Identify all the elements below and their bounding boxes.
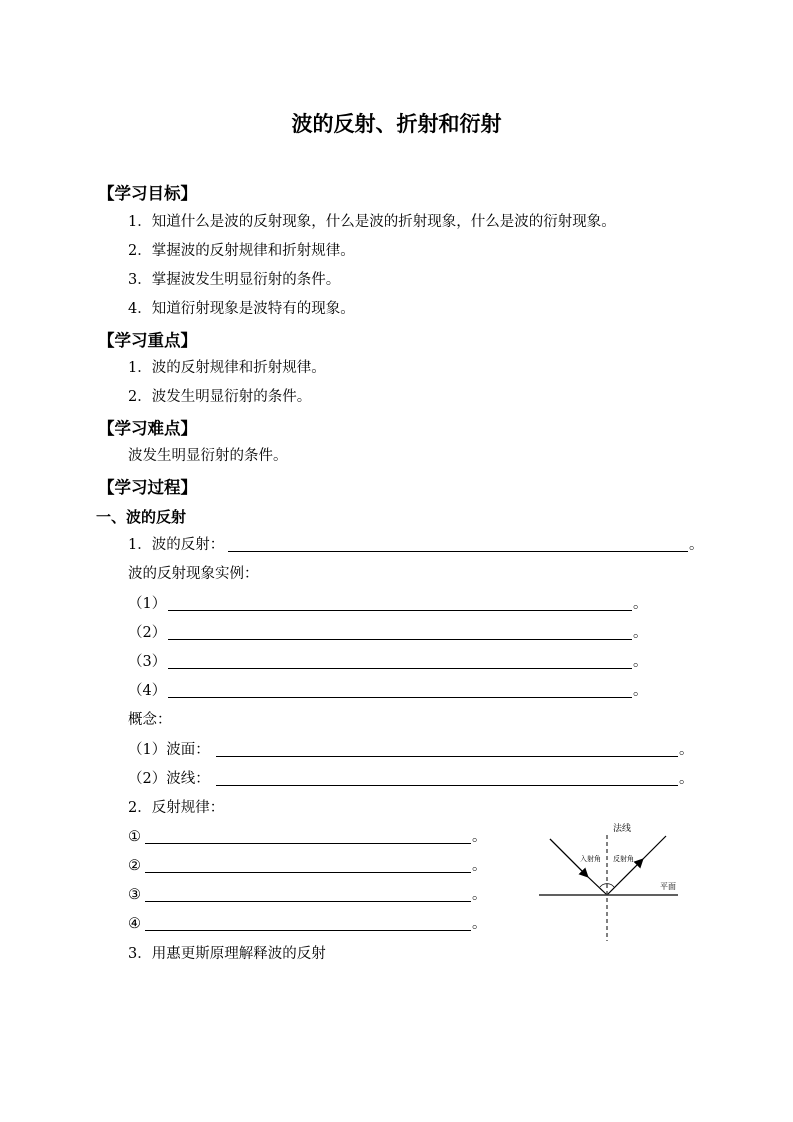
- key-points-heading: 【学习重点】: [98, 331, 197, 350]
- law-label-4: ④: [128, 916, 141, 932]
- law-label-3: ③: [128, 887, 141, 903]
- incident-ray: [587, 876, 606, 894]
- reflected-ray: [642, 836, 666, 860]
- plane-label: 平面: [660, 882, 676, 891]
- example-label-3: （3）: [128, 654, 167, 670]
- period: 。: [472, 916, 487, 932]
- examples-label: 波的反射现象实例：: [128, 566, 259, 582]
- answer-line-law-3[interactable]: [145, 901, 471, 902]
- objective-item: 2．掌握波的反射规律和折射规律。: [128, 243, 355, 259]
- period: 。: [679, 742, 694, 758]
- objective-item: 3．掌握波发生明显衍射的条件。: [128, 272, 341, 288]
- answer-line-example-3[interactable]: [168, 668, 632, 669]
- answer-line-wavefront[interactable]: [216, 756, 678, 757]
- reflected-arrow: [608, 860, 642, 894]
- period: 。: [689, 537, 704, 553]
- q2-label: 2．反射规律：: [128, 800, 225, 816]
- process-heading: 【学习过程】: [98, 478, 197, 497]
- answer-line-q1[interactable]: [228, 551, 688, 552]
- answer-line-ray[interactable]: [216, 785, 678, 786]
- law-label-2: ②: [128, 858, 141, 874]
- key-point-item: 2．波发生明显衍射的条件。: [128, 389, 312, 405]
- answer-line-law-4[interactable]: [145, 930, 471, 931]
- q3-label: 3．用惠更斯原理解释波的反射: [128, 946, 326, 962]
- period: 。: [679, 771, 694, 787]
- objective-item: 1．知道什么是波的反射现象，什么是波的折射现象，什么是波的衍射现象。: [128, 214, 616, 230]
- key-point-item: 1．波的反射规律和折射规律。: [128, 360, 326, 376]
- answer-line-example-2[interactable]: [168, 639, 632, 640]
- reflect-angle-label: 反射角: [613, 855, 634, 863]
- q1-label: 1．波的反射：: [128, 537, 225, 553]
- concept-label: 概念：: [128, 712, 172, 728]
- period: 。: [633, 596, 648, 612]
- period: 。: [472, 829, 487, 845]
- objective-item: 4．知道衍射现象是波特有的现象。: [128, 301, 355, 317]
- section-title-reflection: 一、波的反射: [96, 508, 187, 526]
- period: 。: [633, 654, 648, 670]
- period: 。: [472, 887, 487, 903]
- concept-ray-label: （2）波线：: [128, 771, 210, 787]
- example-label-4: （4）: [128, 683, 167, 699]
- period: 。: [633, 625, 648, 641]
- period: 。: [633, 683, 648, 699]
- answer-line-law-2[interactable]: [145, 872, 471, 873]
- example-label-1: （1）: [128, 596, 167, 612]
- law-label-1: ①: [128, 829, 141, 845]
- example-label-2: （2）: [128, 625, 167, 641]
- difficulty-text: 波发生明显衍射的条件。: [128, 448, 288, 464]
- reflection-diagram: [530, 815, 690, 943]
- answer-line-example-1[interactable]: [168, 610, 632, 611]
- period: 。: [472, 858, 487, 874]
- objectives-heading: 【学习目标】: [98, 184, 197, 203]
- difficulties-heading: 【学习难点】: [98, 419, 197, 438]
- answer-line-example-4[interactable]: [168, 697, 632, 698]
- incident-angle-label: 入射角: [580, 855, 601, 863]
- concept-wavefront-label: （1）波面：: [128, 742, 210, 758]
- normal-label: 法线: [613, 824, 632, 834]
- answer-line-law-1[interactable]: [145, 843, 471, 844]
- page-title: 波的反射、折射和衍射: [291, 111, 502, 136]
